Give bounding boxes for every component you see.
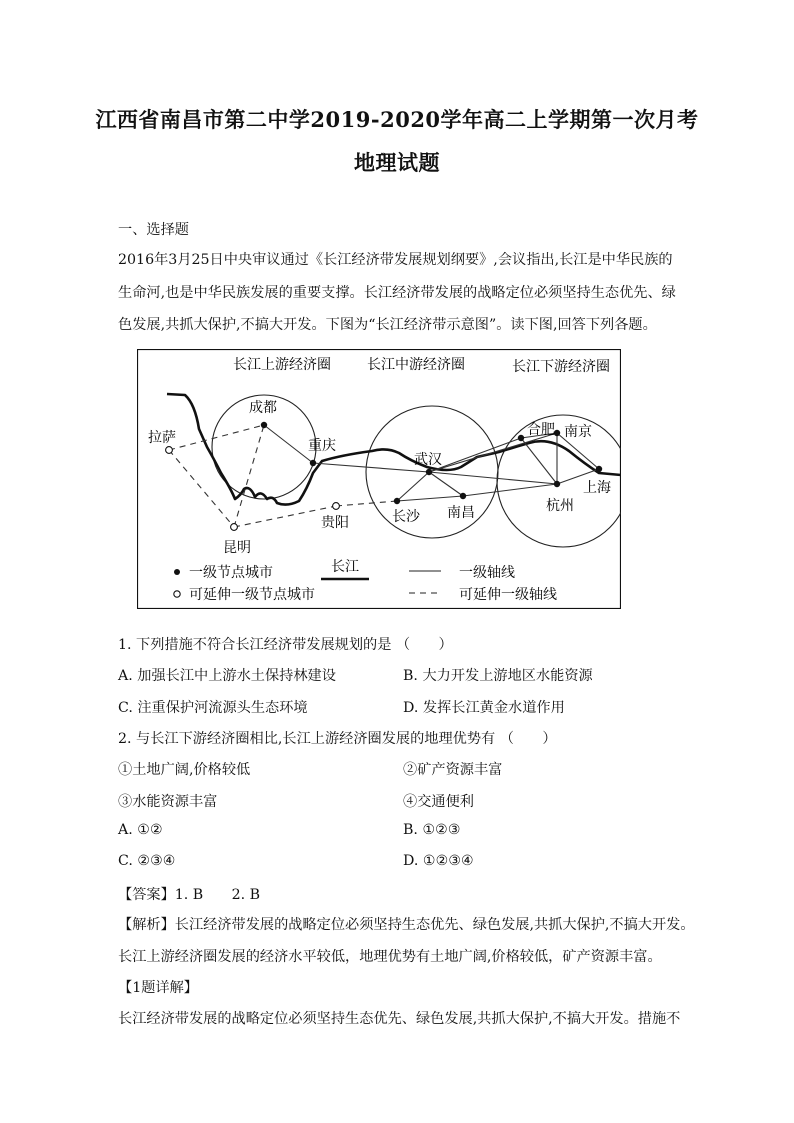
question-2-option-c[interactable]: C. ②③④ — [118, 853, 176, 869]
kunming-node — [231, 524, 238, 531]
wuhan-label: 武汉 — [414, 452, 442, 468]
paper-subtitle: 地理试题 — [354, 150, 440, 175]
hangzhou-node — [554, 481, 560, 487]
analysis-line-1: 【解析】长江经济带发展的战略定位必须坚持生态优先、绿色发展,共抓大保护,不搞大开发。 — [118, 917, 695, 933]
paper-title: 江西省南昌市第二中学2019-2020学年高二上学期第一次月考 — [95, 107, 699, 132]
stem-line-1: 2016年3月25日中央审议通过《长江经济带发展规划纲要》,会议指出,长江是中华民族的 — [118, 252, 673, 268]
guiyang-label: 贵阳 — [321, 515, 349, 531]
chongqing-node — [310, 460, 316, 466]
hangzhou-label: 杭州 — [546, 498, 574, 514]
question-2-stem: 2. 与长江下游经济圈相比,长江上游经济圈发展的地理优势有 （ ） — [118, 731, 557, 747]
question-1-option-a[interactable]: A. 加强长江中上游水土保持林建设 — [118, 668, 336, 684]
legend-ext-axis-label: 可延伸一级轴线 — [459, 587, 557, 603]
nanjing-label: 南京 — [564, 424, 592, 440]
detail-heading: 【1题详解】 — [118, 980, 198, 996]
shanghai-label: 上海 — [583, 480, 611, 496]
section-heading: 一、选择题 — [118, 222, 189, 238]
chengdu-label: 成都 — [249, 400, 277, 416]
nanchang-label: 南昌 — [447, 505, 475, 521]
guiyang-node — [333, 503, 340, 510]
stem-line-2: 生命河,也是中华民族发展的重要支撑。长江经济带发展的战略定位必须坚持生态优先、绿 — [118, 285, 676, 301]
yangtze-economic-belt-map — [137, 349, 621, 609]
lhasa-label: 拉萨 — [148, 430, 176, 446]
region-upstream-label: 长江上游经济圈 — [233, 357, 331, 373]
region-downstream-label: 长江下游经济圈 — [512, 359, 610, 375]
analysis-line-2: 长江上游经济圈发展的经济水平较低，地理优势有土地广阔,价格较低，矿产资源丰富。 — [118, 949, 662, 965]
wuhan-node — [426, 469, 432, 475]
question-2-option-d[interactable]: D. ①②③④ — [403, 853, 474, 869]
legend-node-symbol — [174, 569, 180, 575]
legend-river-label: 长江 — [331, 559, 359, 575]
nanchang-node — [460, 493, 466, 499]
question-2-item-1: ①土地广阔,价格较低 — [118, 762, 251, 778]
kunming-label: 昆明 — [223, 540, 251, 556]
question-1-option-d[interactable]: D. 发挥长江黄金水道作用 — [403, 700, 565, 716]
question-2-option-a[interactable]: A. ①② — [118, 822, 163, 838]
legend-ext-node-symbol — [174, 591, 180, 597]
chongqing-label: 重庆 — [308, 438, 336, 454]
question-2-item-2: ②矿产资源丰富 — [403, 762, 503, 778]
hefei-node — [518, 435, 524, 441]
question-1-stem: 1. 下列措施不符合长江经济带发展规划的是 （ ） — [118, 637, 453, 653]
region-midstream-label: 长江中游经济圈 — [367, 357, 465, 373]
chengdu-node — [261, 422, 267, 428]
shanghai-node — [596, 466, 602, 472]
question-2-item-4: ④交通便利 — [403, 794, 474, 810]
hefei-label: 合肥 — [527, 422, 555, 438]
stem-line-3: 色发展,共抓大保护,不搞大开发。下图为“长江经济带示意图”。读下图,回答下列各题。 — [118, 317, 657, 333]
question-2-item-3: ③水能资源丰富 — [118, 794, 218, 810]
legend-ext-node-label: 可延伸一级节点城市 — [189, 587, 315, 603]
legend-node-label: 一级节点城市 — [189, 565, 273, 581]
question-2-option-b[interactable]: B. ①②③ — [403, 822, 461, 838]
changsha-node — [394, 498, 400, 504]
changsha-label: 长沙 — [392, 509, 420, 525]
answer-line: 【答案】1. B 2. B — [118, 887, 261, 903]
question-1-option-b[interactable]: B. 大力开发上游地区水能资源 — [403, 668, 593, 684]
question-1-option-c[interactable]: C. 注重保护河流源头生态环境 — [118, 700, 308, 716]
detail-line-1: 长江经济带发展的战略定位必须坚持生态优先、绿色发展,共抓大保护,不搞大开发。措施不 — [118, 1011, 681, 1027]
lhasa-node — [166, 447, 173, 454]
legend-axis-label: 一级轴线 — [459, 565, 515, 581]
